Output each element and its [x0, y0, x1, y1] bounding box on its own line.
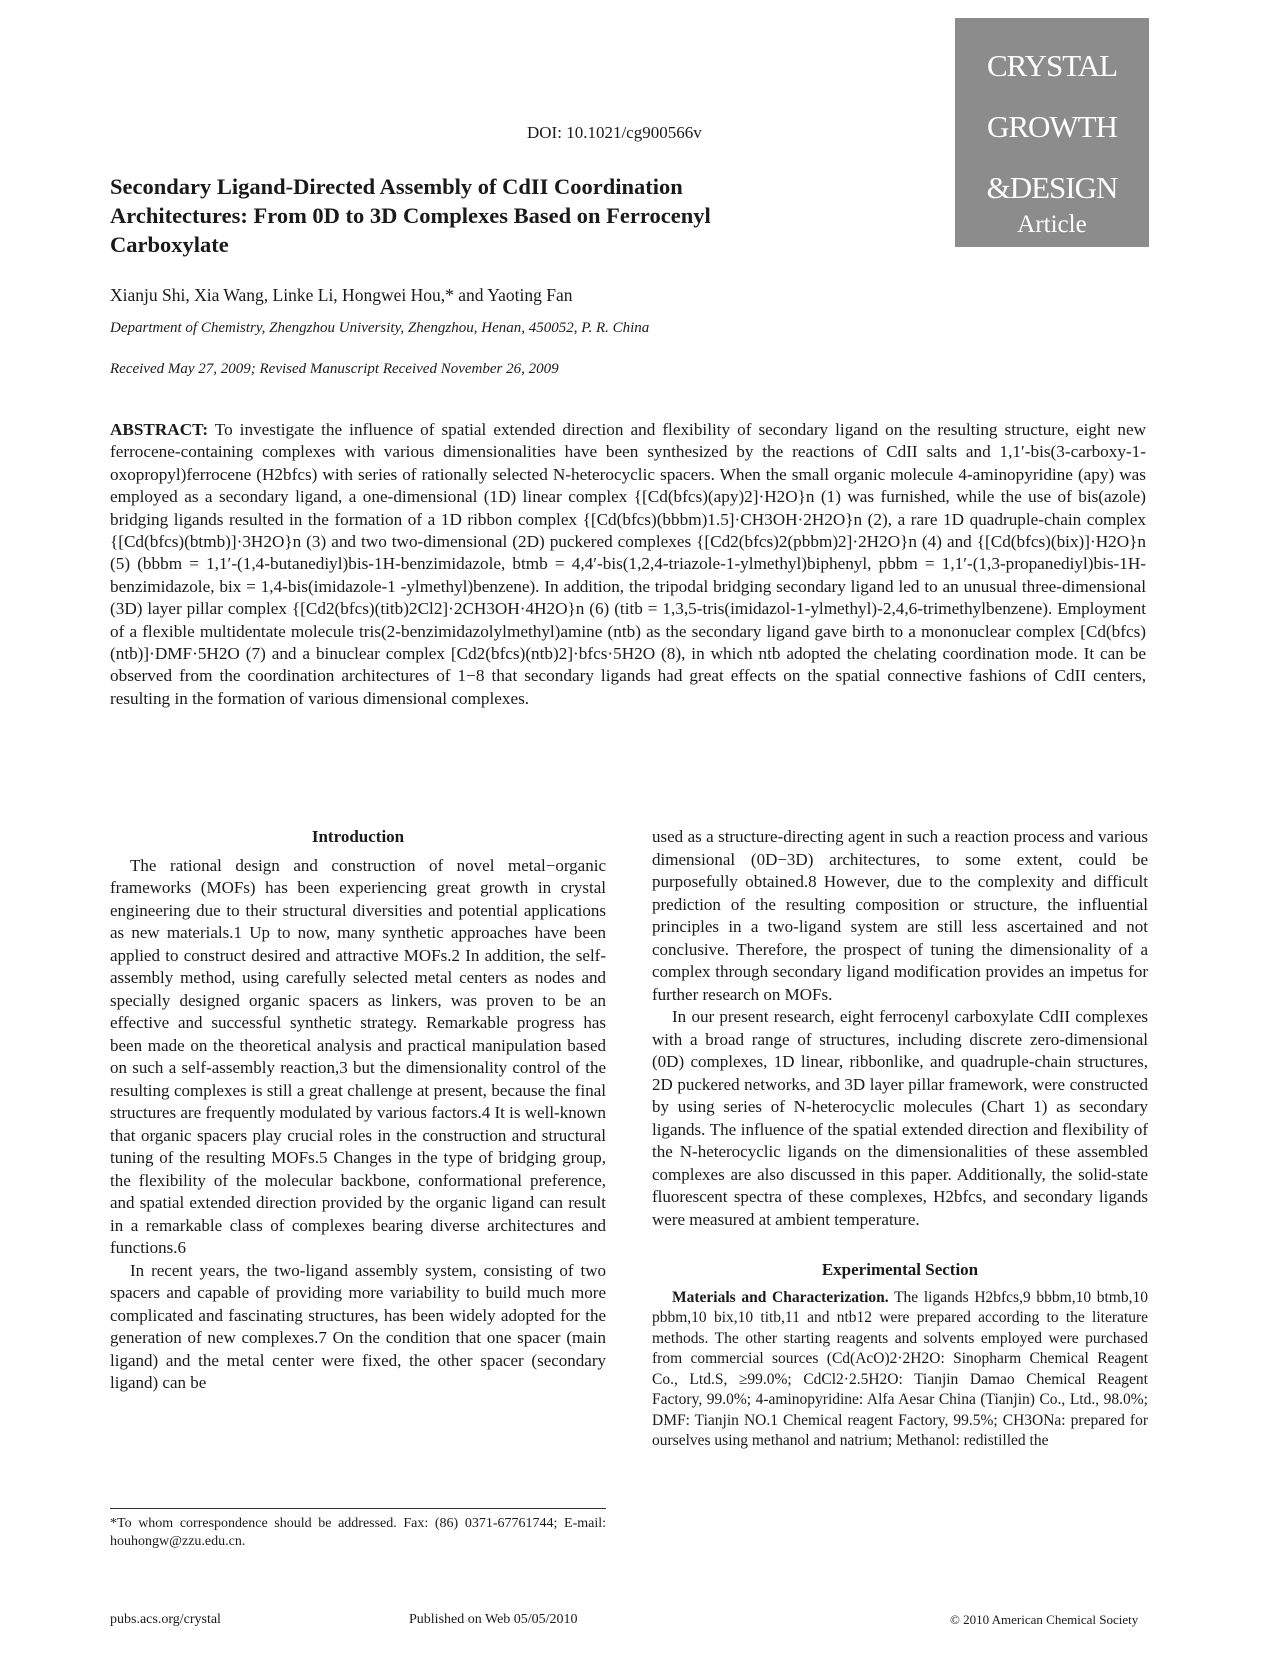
paper-title: Secondary Ligand-Directed Assembly of CdII Coordination Architectures: From 0D to 3D Complexes Based on Ferrocenyl Carboxylate	[110, 174, 711, 257]
footer-published: Published on Web 05/05/2010	[409, 1612, 578, 1627]
journal-name-line1: CRYSTAL	[986, 48, 1118, 83]
abstract-text: To investigate the influence of spatial extended direction and flexibility of secondary ligand on the resulting structure, eight new ferrocene-containing complexes with various dimensionalities have been synthesized by the reactions of CdII salts and 1,1′-bis(3-carboxy-1-oxopropyl)ferrocene (H2bfcs) with series of rationally selected N-heterocyclic spacers. When the small organic molecule 4-aminopyridine (apy) was employed as a secondary ligand, a one-dimensional (1D) linear complex {[Cd(bfcs)(apy)2]·H2O}n (1) was furnished, while the use of bis(azole) bridging ligands resulted in the formation of a 1D ribbon complex {[Cd(bfcs)(bbbm)1.5]·CH3OH·2H2O}n (2), a rare 1D quadruple-chain complex {[Cd(bfcs)(btmb)]·3H2O}n (3) and two two-dimensional (2D) puckered complexes {[Cd2(bfcs)2(pbbm)2]·2H2O}n (4) and {[Cd(bfcs)(bix)]·H2O}n (5) (bbbm = 1,1′-(1,4-butanediyl)bis-1H-benzimidazole, btmb = 4,4′-bis(1,2,4-triazole-1-ylmethyl)biphenyl, pbbm = 1,1′-(1,3-propanediyl)bis-1H-benzimidazole, bix = 1,4-bis(imidazole-1 -ylmethyl)benzene). In addition, the tripodal bridging secondary ligand led to an unusual three-dimensional (3D) layer pillar complex {[Cd2(bfcs)(titb)2Cl2]·2CH3OH·4H2O}n (6) (titb = 1,3,5-tris(imidazol-1-ylmethyl)-2,4,6-trimethylbenzene). Employment of a flexible multidentate molecule tris(2-benzimidazolylmethyl)amine (ntb) as the secondary ligand gave birth to a mononuclear complex [Cd(bfcs)(ntb)]·DMF·5H2O (7) and a binuclear complex [Cd2(bfcs)(ntb)2]·bfcs·5H2O (8), in which ntb adopted the chelating coordination mode. It can be observed from the coordination architectures of 1−8 that secondary ligands had great effects on the spatial connective fashions of CdII centers, resulting in the formation of various dimensional complexes.	[110, 420, 1146, 708]
received-dates: Received May 27, 2009; Revised Manuscript Received November 26, 2009	[110, 361, 559, 377]
abstract-label: ABSTRACT:	[110, 420, 209, 439]
authors: Xianju Shi, Xia Wang, Linke Li, Hongwei Hou,* and Yaoting Fan	[110, 285, 573, 305]
intro-paragraph-1: The rational design and construction of novel metal−organic frameworks (MOFs) has been experiencing great growth in crystal engineering due to their structural diversities and potential applications as new materials.1 Up to now, many synthetic approaches have been applied to construct desired and attractive MOFs.2 In addition, the self-assembly method, using carefully selected metal centers as nodes and specially designed organic spacers as linkers, was proven to be an effective and successful synthetic strategy. Remarkable progress has been made on the theoretical analysis and practical manipulation based on such a self-assembly reaction,3 but the dimensionality control of the resulting complexes is still a great challenge at present, because the final structures are frequently modulated by various factors.4 It is well-known that organic spacers play crucial roles in the construction and structural tuning of the resulting MOFs.5 Changes in the type of bridging group, the flexibility of the molecular backbone, conformational preference, and spatial extended direction provided by the organic ligand can result in a remarkable class of complexes bearing diverse architectures and functions.6	[110, 855, 606, 1257]
affiliation: Department of Chemistry, Zhengzhou University, Zhengzhou, Henan, 450052, P. R. China	[110, 320, 650, 336]
footnote-divider	[110, 1508, 606, 1509]
intro-paragraph-3: used as a structure-directing agent in such a reaction process and various dimensional (0D−3D) architectures, to some extent, could be purposefully obtained.8 However, due to the complexity and difficult prediction of the resulting composition or structure, the influential principles in a two-ligand system are still less ascertained and not conclusive. Therefore, the prospect of tuning the dimensionality of a complex through secondary ligand modification provides an impetus for further research on MOFs.	[652, 827, 1148, 1004]
abstract	[110, 419, 1146, 710]
left-column	[110, 826, 606, 1395]
journal-badge	[955, 18, 1149, 326]
experimental-heading: Experimental Section	[821, 1260, 979, 1279]
journal-name-line2: GROWTH	[986, 109, 1118, 144]
journal-volume: 2010, Vol. 10	[995, 258, 1109, 282]
journal-pages: 2490–2500	[1004, 302, 1100, 326]
introduction-heading: Introduction	[311, 827, 405, 846]
intro-paragraph-4: In our present research, eight ferrocenyl carboxylate CdII complexes with a broad range of structures, including discrete zero-dimensional (0D) complexes, 1D linear, ribbonlike, and quadruple-chain structures, 2D puckered networks, and 3D layer pillar framework, were constructed by using series of N-heterocyclic molecules (Chart 1) as secondary ligands. The influence of the spatial extended direction and flexibility of the N-heterocyclic ligands on the dimensionalities of these assembled complexes are also discussed in this paper. Additionally, the solid-state fluorescent spectra of these complexes, H2bfcs, and secondary ligands were measured at ambient temperature.	[652, 1007, 1148, 1229]
footer-journal-url: pubs.acs.org/crystal	[110, 1612, 221, 1627]
intro-paragraph-2: In recent years, the two-ligand assembly system, consisting of two spacers and capable of providing more variability to build much more complicated and fascinating structures, has been widely adopted for the generation of new complexes.7 On the condition that one spacer (main ligand) and the metal center were fixed, the other spacer (secondary ligand) can be	[110, 1260, 606, 1392]
article-type: Article	[1017, 211, 1087, 238]
doi: DOI: 10.1021/cg900566v	[527, 123, 702, 142]
footnote: *To whom correspondence should be addressed. Fax: (86) 0371-67761744; E-mail: houhongw@zzu.edu.cn.	[110, 1516, 606, 1549]
materials-paragraph	[652, 1288, 1148, 1452]
journal-name-line3: &DESIGN	[986, 170, 1118, 205]
materials-text: The ligands H2bfcs,9 bbbm,10 btmb,10 pbbm,10 bix,10 titb,11 and ntb12 were prepared according to the literature methods. The other starting reagents and solvents employed were purchased from commercial sources (Cd(AcO)2·2H2O: Sinopharm Chemical Reagent Co., Ltd.S, ≥99.0%; CdCl2·2.5H2O: Tianjin Damao Chemical Reagent Factory, 99.0%; 4-aminopyridine: Alfa Aesar China (Tianjin) Co., Ltd., 98.0%; DMF: Tianjin NO.1 Chemical reagent Factory, 99.5%; CH3ONa: prepared for ourselves using methanol and natrium; Methanol: redistilled the	[652, 1288, 1148, 1449]
right-column	[652, 826, 1148, 1452]
materials-label: Materials and Characterization.	[672, 1288, 889, 1306]
footer-copyright: © 2010 American Chemical Society	[950, 1612, 1139, 1627]
